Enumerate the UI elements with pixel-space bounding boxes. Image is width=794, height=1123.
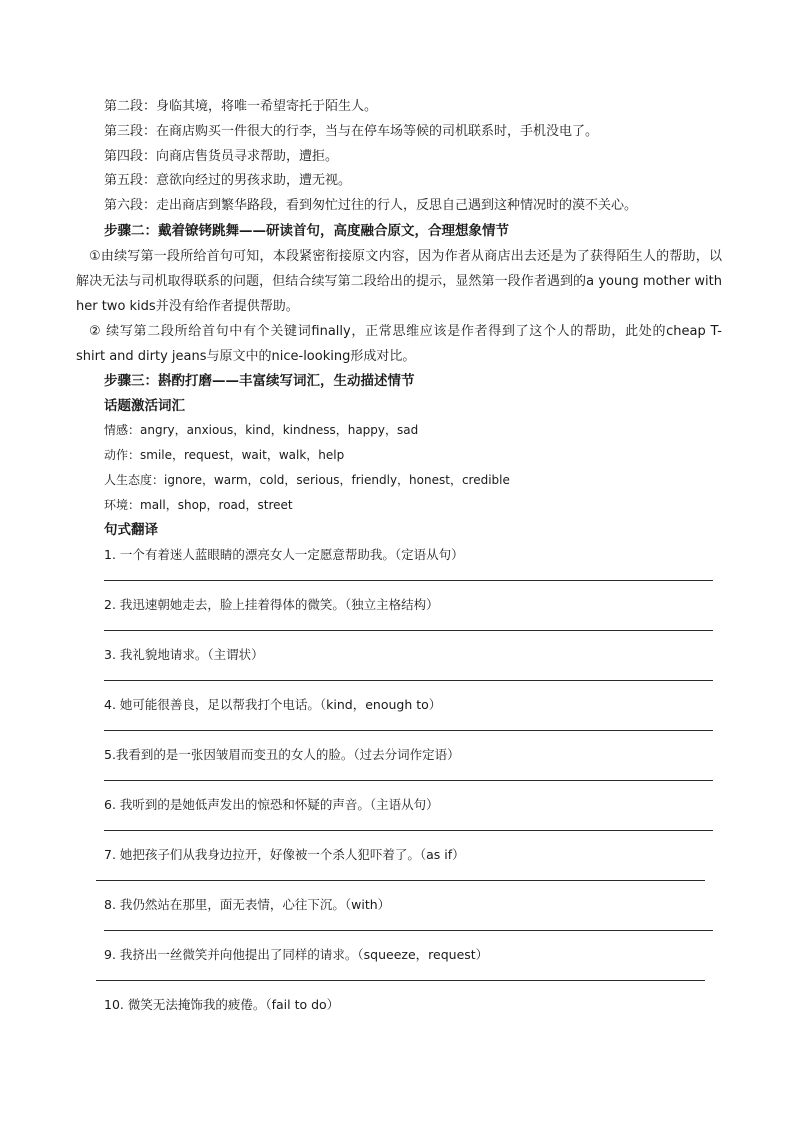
answer-blank[interactable]	[104, 580, 713, 581]
step2-point-1: ①由续写第一段所给首句可知，本段紧密衔接原文内容，因为作者从商店出去还是为了获得陌生人的帮助，以解决无法与司机取得联系的问题，但结合续写第二段给出的提示，显然第一段作者遇到的a young mother with her two kids并没有给作者提供帮助。	[76, 248, 722, 314]
exercise-prompt: 2. 我迅速朝她走去，脸上挂着得体的微笑。（独立主格结构）	[104, 597, 439, 613]
exercise-4	[104, 692, 722, 742]
exercise-prompt: 4. 她可能很善良，足以帮我打个电话。（kind，enough to）	[104, 697, 442, 713]
answer-blank[interactable]	[104, 830, 713, 831]
outline-paragraph-6: 第六段：走出商店到繁华路段，看到匆忙过往的行人，反思自己遇到这种情况时的漠不关心。	[104, 198, 638, 214]
step3-heading: 步骤三：斟酌打磨——丰富续写词汇，生动描述情节	[104, 372, 415, 389]
exercise-prompt: 8. 我仍然站在那里，面无表情，心往下沉。（with）	[104, 897, 391, 913]
outline-paragraph-3: 第三段：在商店购买一件很大的行李，当与在停车场等候的司机联系时，手机没电了。	[104, 123, 599, 139]
exercise-1	[104, 542, 722, 592]
step2-heading: 步骤二：戴着镣铐跳舞——研读首句，高度融合原文，合理想象情节	[104, 222, 509, 239]
answer-blank[interactable]	[104, 680, 713, 681]
exercise-prompt: 9. 我挤出一丝微笑并向他提出了同样的请求。（squeeze，request）	[104, 947, 489, 963]
vocab-action: 动作：smile，request，wait，walk，help	[104, 448, 345, 463]
vocab-emotion: 情感：angry，anxious，kind，kindness，happy，sad	[104, 423, 419, 438]
vocab-environment: 环境：mall，shop，road，street	[104, 497, 293, 512]
exercise-prompt: 10. 微笑无法掩饰我的疲倦。（fail to do）	[104, 997, 340, 1013]
outline-paragraph-4: 第四段：向商店售货员寻求帮助，遭拒。	[104, 148, 339, 164]
exercise-2	[104, 592, 722, 642]
exercise-3	[104, 642, 722, 692]
outline-paragraph-5: 第五段：意欲向经过的男孩求助，遭无视。	[104, 173, 352, 189]
exercise-10	[104, 992, 722, 1042]
exercise-9	[104, 942, 722, 992]
answer-blank[interactable]	[104, 630, 713, 631]
answer-blank[interactable]	[96, 980, 705, 981]
step2-point-2: ② 续写第二段所给首句中有个关键词finally，正常思维应该是作者得到了这个人的帮助，此处的cheap T-shirt and dirty jeans与原文中的nice-looking形成对比。	[76, 323, 722, 364]
answer-blank[interactable]	[104, 730, 713, 731]
answer-blank[interactable]	[96, 880, 705, 881]
exercise-prompt: 3. 我礼貌地请求。（主谓状）	[104, 647, 264, 663]
exercise-prompt: 6. 我听到的是她低声发出的惊恐和怀疑的声音。（主语从句）	[104, 797, 439, 813]
exercise-5	[104, 742, 722, 792]
exercise-8	[104, 892, 722, 942]
vocab-attitude: 人生态度：ignore，warm，cold，serious，friendly，honest，credible	[104, 472, 510, 487]
exercise-6	[104, 792, 722, 842]
exercise-prompt: 7. 她把孩子们从我身边拉开，好像被一个杀人犯吓着了。（as if）	[104, 847, 465, 863]
answer-blank[interactable]	[104, 780, 713, 781]
vocab-heading: 话题激活词汇	[104, 397, 185, 414]
translation-heading: 句式翻译	[104, 521, 158, 538]
answer-blank[interactable]	[104, 930, 713, 931]
document-content	[76, 95, 722, 1042]
exercise-7	[104, 842, 722, 892]
outline-paragraph-2: 第二段：身临其境，将唯一希望寄托于陌生人。	[104, 99, 378, 114]
exercise-prompt: 1. 一个有着迷人蓝眼睛的漂亮女人一定愿意帮助我。（定语从句）	[104, 547, 464, 563]
exercise-prompt: 5.我看到的是一张因皱眉而变丑的女人的脸。（过去分词作定语）	[104, 747, 460, 763]
